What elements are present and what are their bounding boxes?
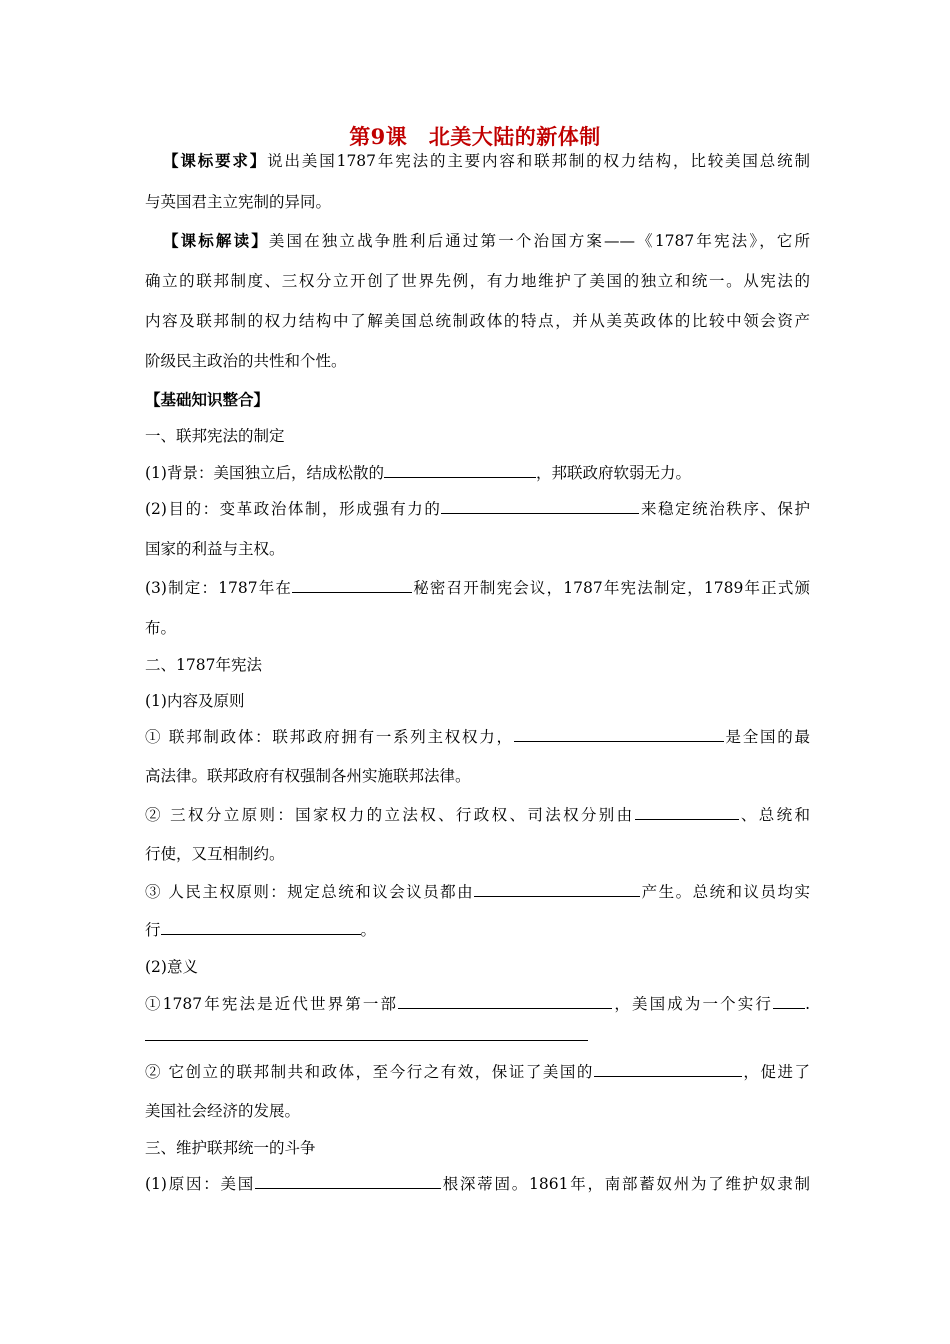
part1-goal-text-end: 来稳定统治秩序、保护	[639, 500, 810, 518]
requirement-line-1	[163, 150, 810, 172]
part2-sub1: (1)内容及原则	[145, 692, 245, 710]
part2-significance-text: ①1787年宪法是近代世界第一部	[145, 995, 399, 1013]
part1-goal	[145, 498, 810, 520]
part2-separation-cont: 行使，又互相制约。	[145, 845, 285, 863]
answer-blank[interactable]	[255, 1173, 441, 1189]
page-title: 第9课 北美大陆的新体制	[349, 124, 601, 149]
part2-sovereignty	[145, 881, 810, 903]
part2-significance-1	[145, 993, 810, 1015]
part2-sovereignty-text-3: 。	[360, 921, 377, 939]
requirement-text-1: 说出美国1787年宪法的主要内容和联邦制的权力结构，比较美国总统制	[267, 152, 810, 170]
interpretation-label: 【课标解读】	[163, 231, 269, 250]
part2-significance-text-mid: ，美国成为一个实行	[612, 995, 774, 1013]
part2-separation	[145, 804, 810, 826]
part2-federal-cont: 高法律。联邦政府有权强制各州实施联邦法律。	[145, 767, 471, 785]
answer-blank[interactable]	[384, 462, 536, 478]
part2-significance-text-end: .	[805, 995, 810, 1013]
part2-significance-2-cont: 美国社会经济的发展。	[145, 1102, 301, 1120]
part1-goal-cont: 国家的利益与主权。	[145, 540, 285, 558]
interpretation-line-1	[163, 230, 810, 252]
part2-significance-2	[145, 1061, 810, 1083]
part1-making-text: (3)制定：1787年在	[145, 579, 293, 597]
answer-blank[interactable]	[474, 881, 640, 897]
requirement-label: 【课标要求】	[163, 151, 268, 170]
answer-blank[interactable]	[635, 804, 739, 820]
part2-significance-2-text-end: ，促进了	[741, 1063, 810, 1081]
part1-background-text-end: ，邦联政府软弱无力。	[535, 464, 691, 482]
interpretation-line-4: 阶级民主政治的共性和个性。	[145, 352, 347, 370]
interpretation-text-1: 美国在独立战争胜利后通过第一个治国方案——《1787年宪法》，它所	[268, 232, 810, 250]
part2-separation-text: ② 三权分立原则：国家权力的立法权、行政权、司法权分别由	[145, 806, 635, 824]
answer-blank-line[interactable]	[145, 1040, 588, 1041]
part2-sovereignty-cont	[145, 919, 810, 941]
part1-making-cont: 布。	[145, 619, 177, 637]
part2-significance-2-text: ② 它创立的联邦制共和政体，至今行之有效，保证了美国的	[145, 1063, 594, 1081]
interpretation-line-3: 内容及联邦制的权力结构中了解美国总统制政体的特点，并从美英政体的比较中领会资产	[145, 312, 810, 330]
part3-cause-text-end: 根深蒂固。1861年，南部蓄奴州为了维护奴隶制	[440, 1175, 810, 1193]
part1-goal-text: (2)目的：变革政治体制，形成强有力的	[145, 500, 442, 518]
part2-sovereignty-text: ③ 人民主权原则：规定总统和议会议员都由	[145, 883, 475, 901]
part2-sovereignty-text-2: 行	[145, 921, 161, 939]
part2-separation-text-end: 、总统和	[738, 806, 810, 824]
part3-cause	[145, 1173, 810, 1195]
part2-sovereignty-text-end: 产生。总统和议员均实	[640, 883, 810, 901]
answer-blank[interactable]	[398, 993, 612, 1009]
part1-making-text-end: 秘密召开制宪会议，1787年宪法制定，1789年正式颁	[412, 579, 810, 597]
part1-making	[145, 577, 810, 599]
answer-blank[interactable]	[773, 993, 805, 1009]
interpretation-line-2: 确立的联邦制度、三权分立开创了世界先例，有力地维护了美国的独立和统一。从宪法的	[145, 272, 810, 290]
part2-federal	[145, 726, 810, 748]
part1-heading: 一、联邦宪法的制定	[145, 427, 285, 445]
answer-blank[interactable]	[161, 919, 361, 935]
answer-blank[interactable]	[594, 1061, 742, 1077]
part2-federal-text-end: 是全国的最	[723, 728, 810, 746]
part2-heading: 二、1787年宪法	[145, 656, 262, 674]
part2-sub2: (2)意义	[145, 958, 198, 976]
requirement-line-2: 与英国君主立宪制的异同。	[145, 193, 332, 211]
part3-heading: 三、维护联邦统一的斗争	[145, 1139, 316, 1157]
answer-blank[interactable]	[292, 577, 412, 593]
answer-blank[interactable]	[514, 726, 724, 742]
part2-federal-text: ① 联邦制政体：联邦政府拥有一系列主权权力，	[145, 728, 514, 746]
part1-background-text: (1)背景：美国独立后，结成松散的	[145, 464, 384, 482]
part3-cause-text: (1)原因：美国	[145, 1175, 255, 1193]
section-heading: 【基础知识整合】	[145, 390, 270, 409]
answer-blank[interactable]	[441, 498, 639, 514]
part1-background	[145, 462, 810, 484]
